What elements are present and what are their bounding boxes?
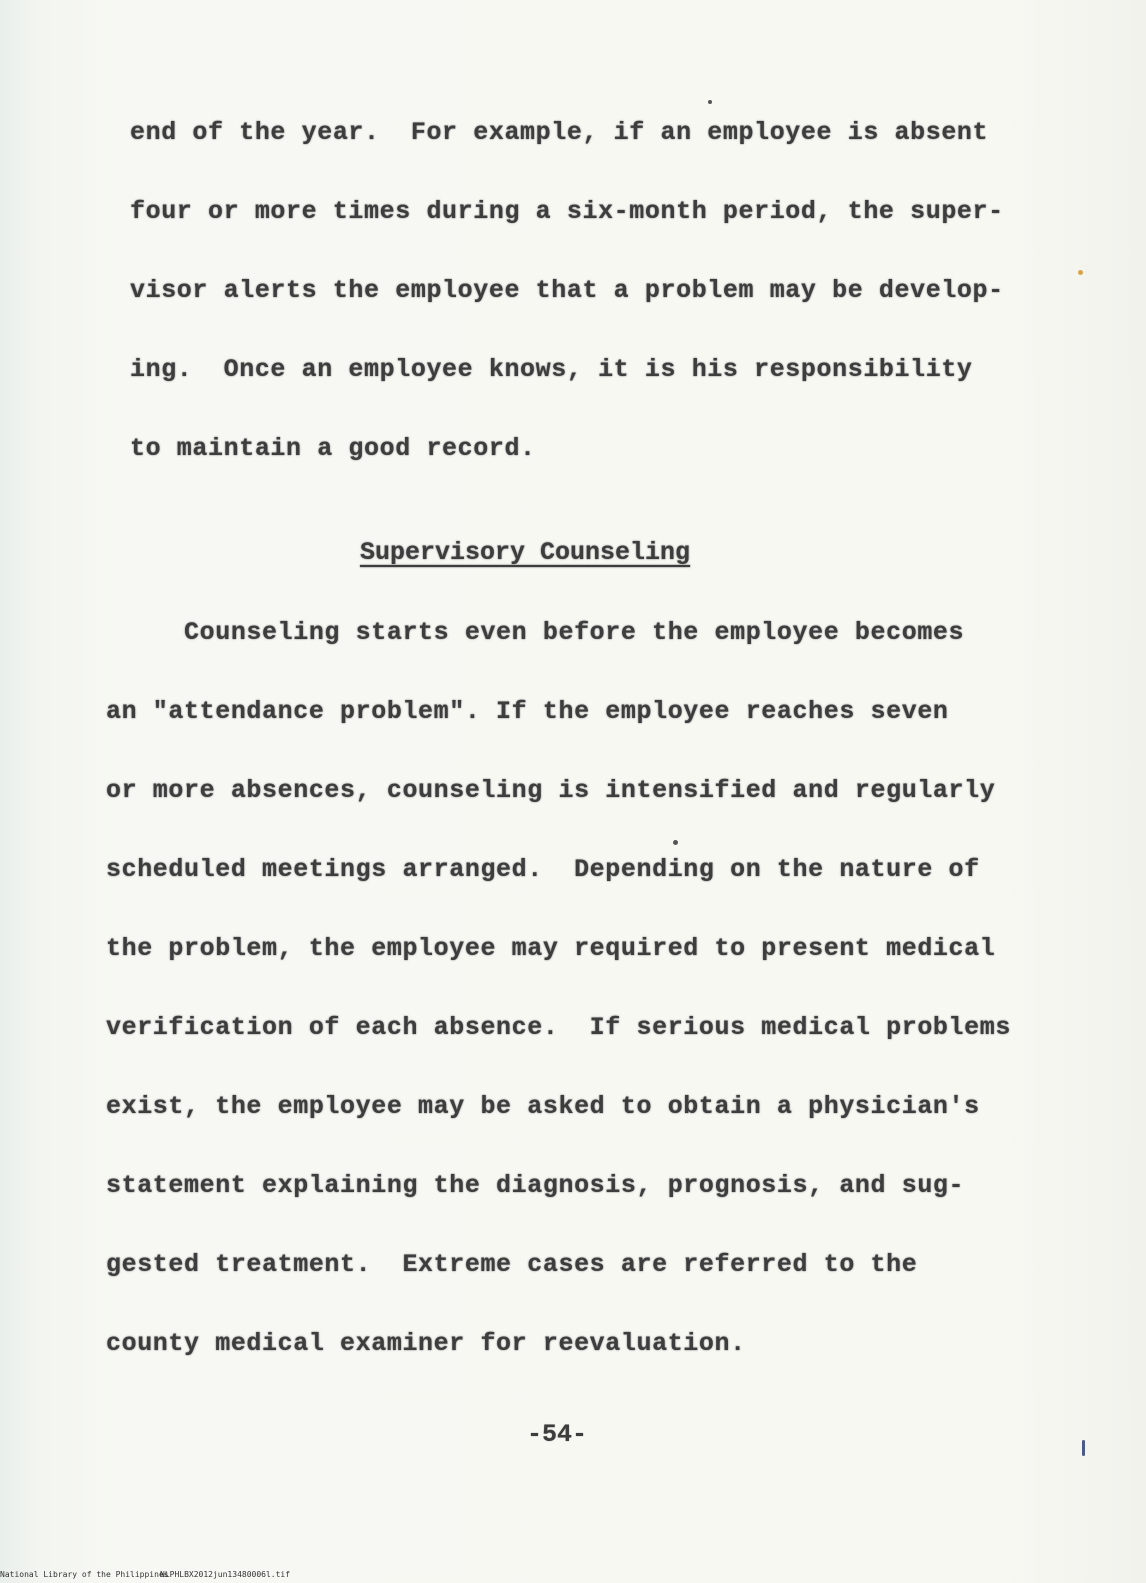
text-line: gested treatment. Extreme cases are referred to the	[106, 1250, 918, 1279]
section-heading: Supervisory Counseling	[360, 538, 691, 567]
text-line: end of the year. For example, if an employee is absent	[130, 118, 989, 147]
paper-speck	[1082, 1440, 1085, 1456]
text-line: Counseling starts even before the employee becomes	[106, 618, 965, 647]
text-line: scheduled meetings arranged. Depending on the nature of	[106, 855, 980, 884]
text-line: the problem, the employee may required to present medical	[106, 934, 996, 963]
paper-speck	[1078, 270, 1083, 275]
text-line: to maintain a good record.	[130, 434, 536, 463]
text-line: four or more times during a six-month period, the super-	[130, 197, 1004, 226]
text-line: exist, the employee may be asked to obtain a physician's	[106, 1092, 980, 1121]
text-line: or more absences, counseling is intensified and regularly	[106, 776, 996, 805]
text-line: visor alerts the employee that a problem may be develop-	[130, 276, 1004, 305]
text-line: verification of each absence. If serious medical problems	[106, 1013, 1011, 1042]
footer-library: National Library of the Philippines	[0, 1570, 169, 1579]
text-line: ing. Once an employee knows, it is his responsibility	[130, 355, 973, 384]
footer-file: NLPHLBX2012jun13480006l.tif	[160, 1570, 291, 1579]
paper-speck	[673, 840, 678, 845]
page-number: -54-	[527, 1420, 588, 1449]
paper-speck	[708, 100, 712, 104]
text-line: county medical examiner for reevaluation.	[106, 1329, 746, 1358]
text-line: statement explaining the diagnosis, prognosis, and sug-	[106, 1171, 965, 1200]
text-line: an "attendance problem". If the employee reaches seven	[106, 697, 949, 726]
